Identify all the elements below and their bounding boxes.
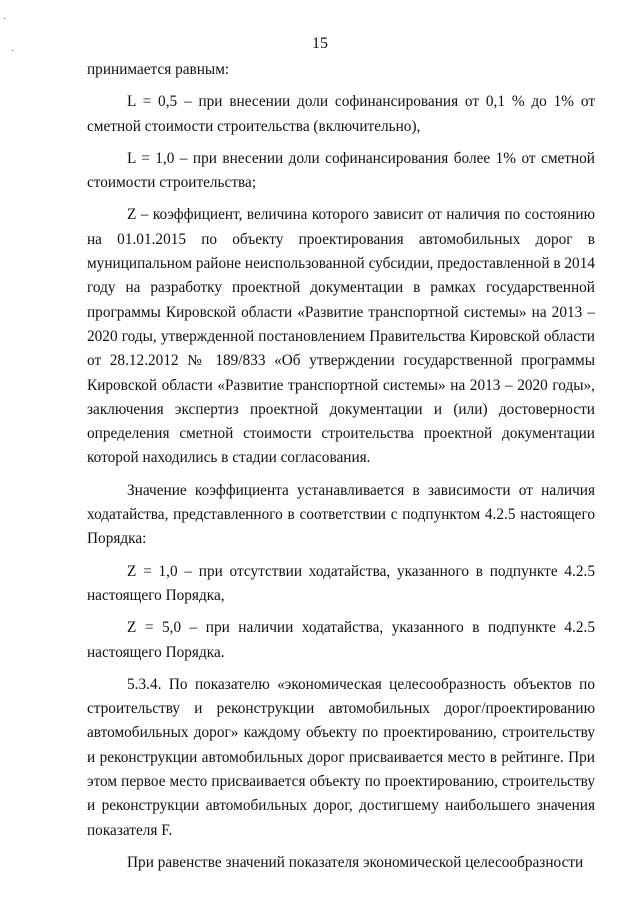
paragraph-l-10: L = 1,0 – при внесении доли софинансирования более 1% от сметной стоимости строительства;: [87, 149, 595, 192]
paragraph-equality: При равенстве значений показателя экономической целесообразности: [127, 853, 584, 871]
page-number: 15: [312, 35, 328, 52]
document-body: [87, 58, 595, 875]
paragraph-coefficient-value: Значение коэффициента устанавливается в зависимости от наличия ходатайства, представленного в соответствии с подпунктом 4.2.5 настоящего Порядка:: [87, 481, 595, 548]
paragraph-z-coefficient: Z – коэффициент, величина которого зависит от наличия по состоянию на 01.01.2015 по объекту проектирования автомобильных дорог в муниципальном районе неиспользованной субсидии, предоставленной в 2014 году на разработку проектной документации в рамках государственной программы Кировской области «Развитие транспортной системы» на 2013 – 2020 годы, утвержденной постановлением Правительства Кировской области от 28.12.2012 № 189/833 «Об утверждении государственной программы Кировской области «Развитие транспортной системы» на 2013 – 2020 годы», заключения экспертиз проектной документации и (или) достоверности определения сметной стоимости строительства проектной документации которой находились в стадии согласования.: [87, 206, 595, 467]
scan-mark: ·: [11, 46, 15, 57]
paragraph-z-50: Z = 5,0 – при наличии ходатайства, указанного в подпункте 4.2.5 настоящего Порядка.: [87, 619, 595, 661]
paragraph-5-3-4: 5.3.4. По показателю «экономическая целесообразность объектов по строительству и реконструкции автомобильных дорог/проектированию автомобильных дорог» каждому объекту по проектированию, строительству и реконструкции автомобильных дорог присваивается место в рейтинге. При этом первое место присваивается объекту по проектированию, строительству и реконструкции автомобильных дорог, достигшему наибольшего значения показателя F.: [87, 675, 595, 839]
scan-mark: ·: [3, 14, 7, 25]
paragraph-intro: принимается равным:: [87, 61, 230, 78]
paragraph-z-10: Z = 1,0 – при отсутствии ходатайства, указанного в подпункте 4.2.5 настоящего Порядка,: [87, 562, 595, 604]
paragraph-l-05: L = 0,5 – при внесении доли софинансирования от 0,1 % до 1% от сметной стоимости строительства (включительно),: [87, 93, 595, 135]
